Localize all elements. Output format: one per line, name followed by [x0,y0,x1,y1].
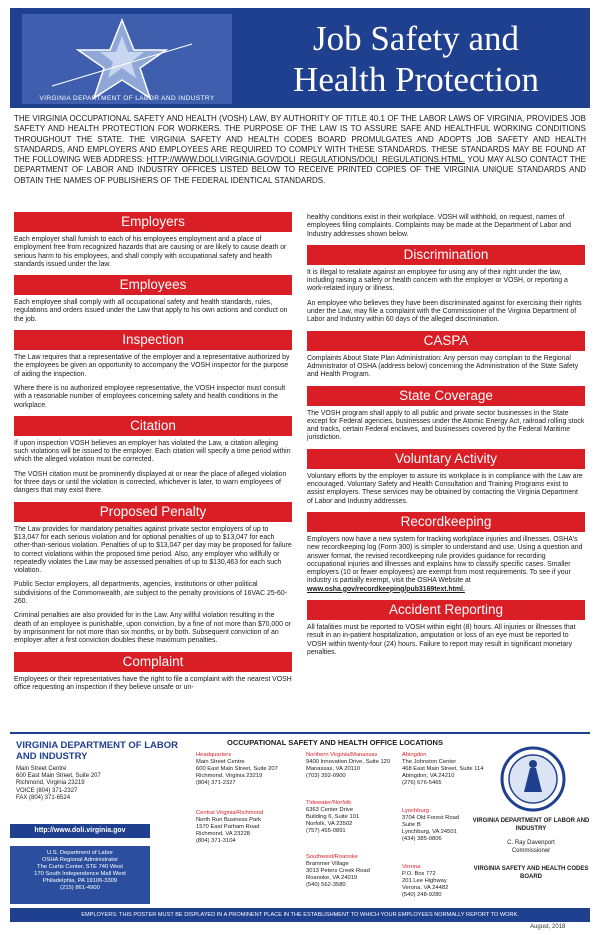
location-line: (540) 562-3580 [306,881,346,888]
location-line: Norfolk, VA 23502 [306,820,353,827]
inspection-paragraph-1: The Law requires that a representative of the employer and a representative authorized by the employees be given an opportunity to accompany the VOSH inspector for the purpose of aiding the inspection. [14,354,290,378]
location-line: 1570 East Parham Road [196,823,260,830]
osha-line: (215) 861-4900 [60,885,100,891]
location-line: 600 East Main Street, Suite 207 [196,765,278,772]
location-line: Manassas, VA 20110 [306,765,360,772]
location-line: (434) 385-0806 [402,835,442,842]
location-lynchburg [402,808,482,843]
intro-text-2: YOU MAY ALSO CONTACT THE DEPARTMENT OF LABOR AND INDUSTRY OFFICES LISTED BELOW TO RECEIVE PRINTED COPIES OF THE VIRGINIA UNIQUE STANDARDS AND OBTAIN THE NAMES OF PUBLISHERS OF THE FEDERAL IDENTICAL STANDARDS. [14,155,586,185]
voluntary-paragraph: Voluntary efforts by the employer to assure its workplace is in compliance with the Law are encouraged. Voluntary Safety and Health Consultation and Training Programs exist to assist employers. These services may be obtained by contacting the Virginia Department of Labor and Industry addresses. [307,472,583,505]
intro-paragraph [14,114,586,186]
location-northern-virginia [306,752,411,780]
location-line: Richmond, VA 23228 [196,830,251,837]
location-line: (540) 248-9280 [402,891,442,898]
location-line: 468 East Main Street, Suite 114 [402,765,484,772]
commissioner-name: C. Ray Davenport [507,840,555,846]
recordkeeping-paragraph [307,536,585,594]
section-heading-complaint: Complaint [14,652,292,672]
location-line: 3704 Old Forest Road [402,814,460,821]
codes-board-name: VIRGINIA SAFETY AND HEALTH CODES BOARD [473,866,589,880]
section-heading-state-coverage: State Coverage [307,386,585,406]
location-southwest [306,854,411,889]
location-line: 9400 Innovation Drive, Suite 120 [306,758,391,765]
location-line: Lynchburg, VA 24501 [402,828,457,835]
department-logo [22,14,232,104]
intro-text: THE VIRGINIA OCCUPATIONAL SAFETY AND HEALTH (VOSH) LAW, BY AUTHORITY OF TITLE 40.1 OF THE LABOR LAWS OF VIRGINIA, PROVIDES JOB SAFETY AND HEALTH PROTECTION FOR WORKERS. THE PURPOSE OF THE LAW IS TO ASSURE SAFE AND HEALTHFUL WORKING CONDITIONS THROUGHOUT THE STATE. THE VIRGINIA SAFETY AND HEALTH CODES BOARD PROMULGATES AND ADOPTS JOB SAFETY AND HEALTH STANDARDS, AND EMPLOYERS AND EMPLOYEES ARE REQUIRED TO COMPLY WITH THESE STANDARDS. THESE STANDARDS MAY BE FOUND AT THE FOLLOWING WEB ADDRESS: [14,114,586,165]
seal-org-name: VIRGINIA DEPARTMENT OF LABOR AND INDUSTRY [472,818,590,832]
location-line: Building 6, Suite 101 [306,813,360,820]
title-line-1: Job Safety and [312,19,520,58]
discrimination-paragraph-1: It is illegal to retaliate against an employee for using any of their right under the law, including raising a safety or health concern with the employer or VOSH, or reporting a work-related injury or illness. [307,268,568,293]
logo-text: VIRGINIA DEPARTMENT OF LABOR AND INDUSTRY [39,95,215,102]
poster-header [10,8,590,108]
osha-line: 170 South Independence Mall West [34,871,126,877]
section-heading-recordkeeping: Recordkeeping [307,512,585,532]
osha-line: OSHA Regional Administrator [41,857,119,863]
location-name: Southwest/Roanoke [306,854,358,860]
address-line: Richmond, Virginia 23219 [16,780,85,787]
location-line: Richmond, Virginia 23219 [196,772,263,779]
location-verona [402,864,482,899]
display-notice: EMPLOYERS: THIS POSTER MUST BE DISPLAYED IN A PROMINENT PLACE IN THE ESTABLISHMENT TO WHICH YOUR EMPLOYEES NORMALLY REPORT TO WORK. [10,908,590,922]
location-abingdon [402,752,514,787]
poster-title [248,18,584,100]
address-line: 600 East Main Street, Suite 207 [16,773,101,780]
complaint-paragraph: Employees or their representatives have the right to file a complaint with the nearest VOSH office requesting an inspection if they believe unsafe or un- [14,675,292,691]
section-heading-accident-reporting: Accident Reporting [307,600,585,620]
voice-number: VOICE (804) 371-2327 [16,787,78,794]
section-heading-caspa: CASPA [307,331,585,351]
osha-line: The Curtis Center, STE 740 West [37,864,123,870]
location-line: (757) 455-0891 [306,827,346,834]
citation-paragraph-2: The VOSH citation must be prominently displayed at or near the place of alleged violation for three days or until the violation is corrected, whichever is later, to warn employees of dangers that may exist there. [14,470,287,495]
employers-paragraph: Each employer shall furnish to each of his employees employment and a place of employment free from recognized hazards that are causing or are likely to cause death or serious harm to his employees, and shall comply with occupational safety and health standards issued under the law. [14,236,287,268]
location-line: (276) 676-5465 [402,779,442,786]
location-line: Suite B [402,821,421,828]
inspection-paragraph-2: Where there is no authorized employee representative, the VOSH inspector must consult with a reasonable number of employees concerning safety and health conditions in the workplace. [14,384,286,409]
location-line: 201 Lee Highway [402,877,447,884]
section-heading-employers: Employers [14,212,292,232]
section-heading-inspection: Inspection [14,330,292,350]
left-column [14,212,292,698]
location-name: Central Virginia/Richmond [196,810,264,816]
department-name: VIRGINIA DEPARTMENT OF LABOR AND INDUSTRY [16,740,179,762]
location-tidewater [306,800,411,835]
star-logo-icon [22,14,232,104]
location-line: Main Street Centre [196,758,245,765]
locations-title: OCCUPATIONAL SAFETY AND HEALTH OFFICE LOCATIONS [227,738,443,747]
citation-paragraph-1: If upon inspection VOSH believes an employer has violated the Law, a citation alleging such violations will be issued to the employer. Each citation will specify a time period within which the alleged violation must be corrected. [14,439,291,464]
osha-line: Philadelphia, PA 19106-3309 [42,878,118,884]
location-name: Lynchburg [402,808,429,814]
website-link[interactable]: http://www.doli.virginia.gov [10,824,150,838]
penalty-paragraph-1: The Law provides for mandatory penalties against private sector employers of up to $13,047 for each serious violation and for optional penalties of up to $13,047 for each other-than-serious violation. Penalties of up to $13,047 per day may be proposed for failure to correct violations within the proposed time period. Also, any employer who willfully or repeatedly violates the Law may be assessed penalties of up to $130,463 for each such violation. [14,525,292,575]
section-heading-employees: Employees [14,275,292,295]
penalty-paragraph-3: Criminal penalties are also provided for in the Law. Any willful violation resulting in the death of an employee is punishable, upon conviction, by a fine of not more than $70,000 or by imprisonment for not more than six months, or by both. Subsequent conviction of an employer after a first conviction doubles these maximum penalties. [14,612,291,645]
location-line: Roanoke, VA 24019 [306,874,358,881]
location-line: 6363 Center Drive [306,806,354,813]
osha-line: U.S. Department of Labor [46,850,114,856]
location-line: P.O. Box 772 [402,870,436,877]
section-heading-voluntary-activity: Voluntary Activity [307,449,585,469]
commissioner-title: Commissioner [511,848,551,854]
location-name: Verona [402,864,421,870]
location-line: (804) 371-2327 [196,779,236,786]
right-column [307,214,585,663]
location-name: Abingdon [402,752,427,758]
location-line: 3013 Peters Creek Road [306,867,370,874]
location-name: Headquarters [196,752,232,758]
location-line: The Johnston Center [402,758,457,765]
section-heading-citation: Citation [14,416,292,436]
location-line: (804) 371-3104 [196,837,236,844]
location-line: Abingdon, VA 24210 [402,772,455,779]
location-line: (703) 392-0900 [306,772,346,779]
employees-paragraph: Each employee shall comply with all occupational safety and health standards, rules, regulations and orders issued under the Law that apply to his own actions and conduct on the job. [14,299,288,323]
location-name: Northern Virginia/Manassas [306,752,378,758]
location-line: Verona, VA 24482 [402,884,449,891]
caspa-paragraph: Complaints About State Plan Administration: Any person may complain to the Regional Administrator of OSHA (address below) concerning the Administration of the State Safety and Health Program. [307,354,579,379]
complaint-paragraph-continued: healthy conditions exist in their workplace. VOSH will withhold, on request, names of employees filing complaints. Complaints may be made at the Department of Labor and Industry addresses shown below. [307,214,571,238]
department-address [16,766,186,802]
title-line-2: Health Protection [293,60,539,99]
section-heading-discrimination: Discrimination [307,245,585,265]
location-headquarters [196,752,301,787]
recordkeeping-link[interactable]: www.osha.gov/recordkeeping/pub3169text.html. [307,585,465,593]
location-central-virginia [196,810,301,845]
regulations-link[interactable]: HTTP://WWW.DOLI.VIRGINIA.GOV/DOLI_REGULATIONS/DOLI_REGULATIONS.HTML. [146,155,466,165]
location-name: Tidewater/Norfolk [306,800,352,806]
recordkeeping-text: Employers now have a new system for tracking workplace injuries and illnesses. OSHA's new recordkeeping log (Form 300) is simpler to understand and use. Using a question and answer format, the revised recordkeeping rule provides guidance for recording occupational injuries and illnesses and explains how to classify specific cases. Smaller employers (10 or fewer employees) are exempt from most requirements. To see if your industry is partially exempt, visit the OSHA Website at [307,535,583,585]
section-heading-proposed-penalty: Proposed Penalty [14,502,292,522]
address-line: Main Street Centre [16,766,67,772]
location-line: Brammer Village [306,860,349,867]
discrimination-paragraph-2: An employee who believes they have been discriminated against for exercising their rights under the Law, may file a complaint with the Commissioner of the Virginia Department of Labor and Industry within 60 days of the alleged discrimination. [307,299,582,324]
virginia-seal-icon [500,746,566,812]
coverage-paragraph: The VOSH program shall apply to all public and private sector businesses in the State except for Federal agencies, businesses under the Atomic Energy Act, railroad rolling stock and tracks, certain Federal enclaves, and businesses covered by the Federal Maritime jurisdiction. [307,409,585,442]
osha-regional-office [10,846,150,904]
footer-panel [10,732,590,908]
location-line: North Run Business Park [196,816,262,823]
penalty-paragraph-2: Public Sector employers, all departments, agencies, institutions or other political subdivisions of the Commonwealth, are subject to the penalty provisions of 16VAC 25-60-260. [14,581,287,606]
accident-paragraph: All fatalities must be reported to VOSH within eight (8) hours. All injuries or illnesses that result in an in-patient hospitalization, amputation or loss of an eye must be reported to VOSH within twenty-four (24) hours. Failure to report may result in significant monetary penalties. [307,624,576,656]
fax-number: FAX (804) 371-6524 [16,794,71,801]
revision-date: August, 2018 [530,924,566,930]
